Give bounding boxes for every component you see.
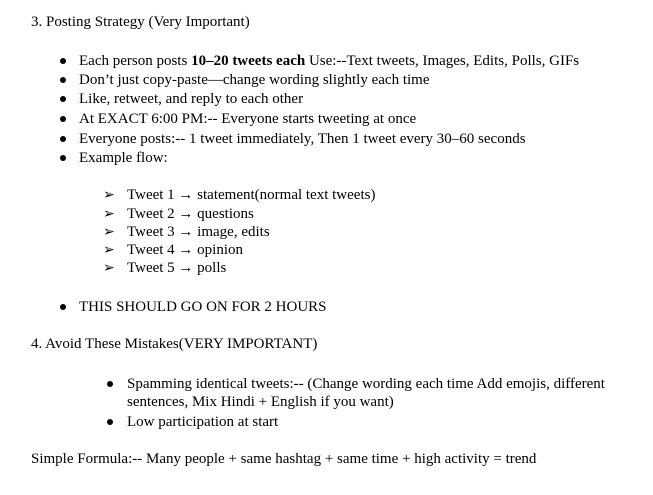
posting-bullet-1-text-2: Use:--Text tweets, Images, Edits, Polls, GIFs: [305, 53, 580, 69]
arrow-bullet-icon: ➢: [103, 207, 115, 222]
bullet-icon: [60, 77, 66, 83]
bullet-icon: [60, 58, 66, 64]
posting-bullet-4: At EXACT 6:00 PM:-- Everyone starts tweeting at once: [79, 111, 417, 127]
flow-item-3: Tweet 3 → image, edits: [127, 224, 270, 240]
bullet-icon: [107, 419, 113, 425]
arrow-bullet-icon: ➢: [103, 261, 115, 276]
posting-bullet-5: Everyone posts:-- 1 tweet immediately, Then 1 tweet every 30–60 seconds: [79, 131, 526, 147]
mistake-bullet-1-line-2: sentences, Mix Hindi + English if you want): [127, 394, 394, 410]
mistake-bullet-1-line-1: Spamming identical tweets:-- (Change wording each time Add emojis, different: [127, 376, 605, 392]
bullet-icon: [107, 381, 113, 387]
simple-formula: Simple Formula:-- Many people + same hashtag + same time + high activity = trend: [31, 451, 537, 467]
posting-bullet-1-text: Each person posts: [79, 53, 192, 69]
flow-item-1: Tweet 1 → statement(normal text tweets): [127, 187, 376, 203]
posting-bullet-1-bold: 10–20 tweets each: [191, 53, 306, 69]
arrow-bullet-icon: ➢: [103, 188, 115, 203]
bullet-icon: [60, 155, 66, 161]
bullet-icon: [60, 96, 66, 102]
arrow-bullet-icon: ➢: [103, 243, 115, 258]
section-3-heading: 3. Posting Strategy (Very Important): [31, 14, 250, 30]
arrow-bullet-icon: ➢: [103, 225, 115, 240]
posting-bullet-1: [79, 52, 579, 71]
posting-bullet-6: Example flow:: [79, 150, 168, 166]
bullet-icon: [60, 136, 66, 142]
flow-item-2: Tweet 2 → questions: [127, 206, 254, 222]
posting-bullet-3: Like, retweet, and reply to each other: [79, 91, 304, 107]
bullet-icon: [60, 304, 66, 310]
section-4-heading: 4. Avoid These Mistakes(VERY IMPORTANT): [31, 336, 318, 352]
mistake-bullet-2: Low participation at start: [127, 414, 279, 430]
flow-item-5: Tweet 5 → polls: [127, 260, 227, 276]
posting-bullet-2: Don’t just copy-paste—change wording slightly each time: [79, 72, 430, 88]
flow-item-4: Tweet 4 → opinion: [127, 242, 244, 258]
bullet-icon: [60, 116, 66, 122]
posting-closing-bullet: THIS SHOULD GO ON FOR 2 HOURS: [79, 299, 327, 315]
